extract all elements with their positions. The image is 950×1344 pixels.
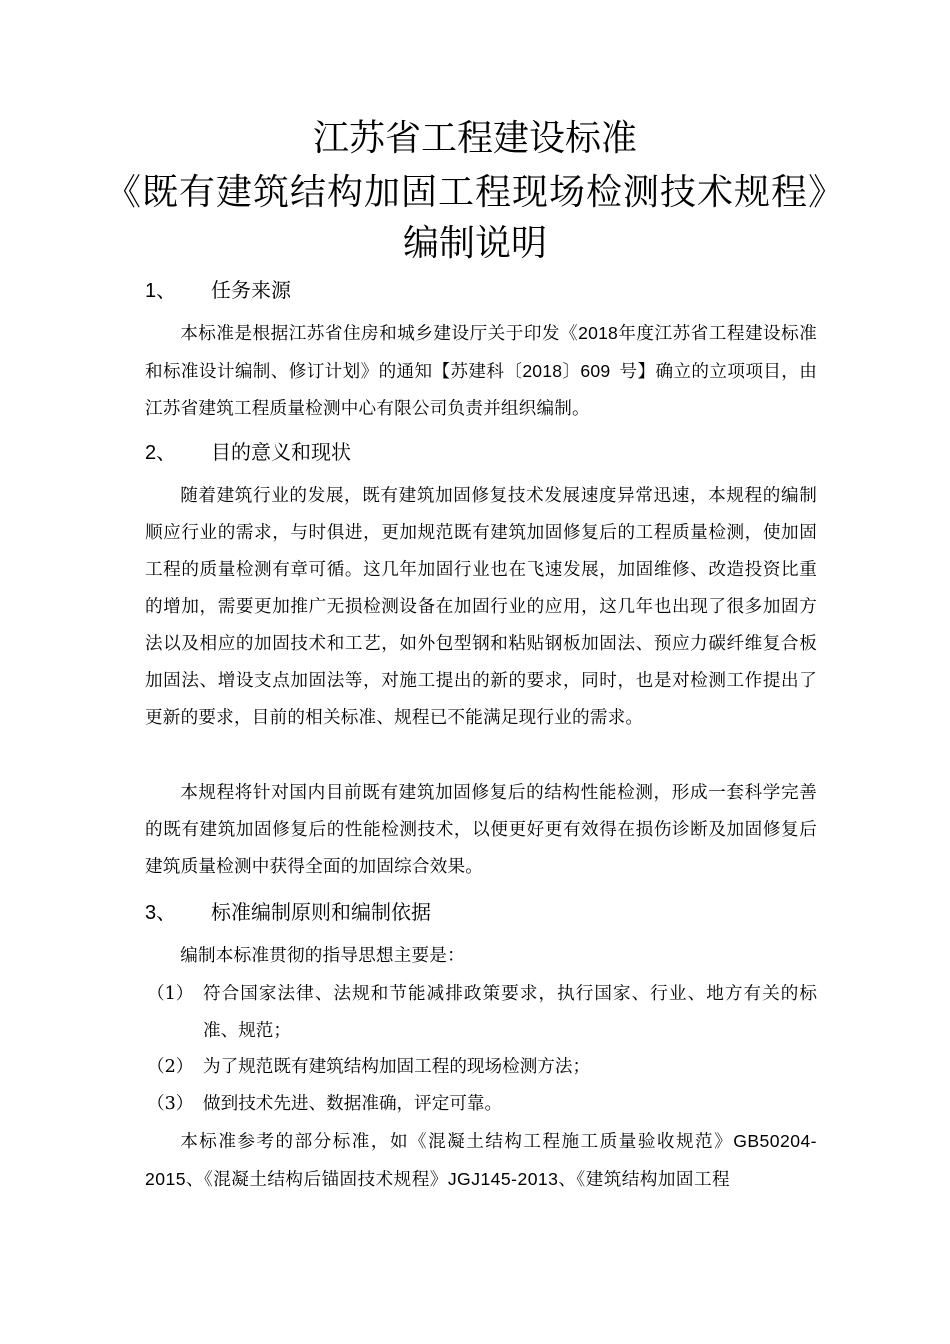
section-2-heading	[145, 438, 351, 467]
section-3-number: 3、	[145, 902, 177, 924]
text-run: 号】确立的立项项目，由江苏省建筑工程质量检测中心有限公司负责并组织编制。	[145, 362, 818, 419]
list-item-text: 为了规范既有建筑结构加固工程的现场检测方法；	[203, 1057, 591, 1077]
text-run: 〕	[562, 362, 581, 382]
section-1-heading	[145, 276, 291, 305]
section-1-title: 任务来源	[211, 278, 291, 302]
title-line-2: 《既有建筑结构加固工程现场检测技术规程》	[104, 172, 845, 213]
section-3-title: 标准编制原则和编制依据	[211, 900, 431, 924]
section-2-title: 目的意义和现状	[211, 440, 351, 464]
title-line-3: 编制说明	[402, 223, 547, 264]
section-2-number: 2、	[145, 442, 177, 464]
section-3-intro: 编制本标准贯彻的指导思想主要是：	[180, 946, 465, 966]
text-run: 、《建筑结构加固工程	[558, 1170, 731, 1190]
list-item	[145, 1086, 817, 1123]
list-item-number: （2）	[147, 1057, 194, 1077]
list-item	[145, 1049, 817, 1086]
document-number: 609	[580, 361, 611, 381]
year-number: 2018	[578, 323, 619, 343]
section-1-paragraph	[145, 315, 817, 428]
section-2-paragraph-1: 随着建筑行业的发展，既有建筑加固修复技术发展速度异常迅速，本规程的编制顺应行业的需求，与时俱进，更加规范既有建筑加固修复后的工程质量检测，使加固工程的质量检测有章可循。这几年加固行业也在飞速发展，加固维修、改造投资比重的增加，需要更加推广无损检测设备在加固行业的应用，这几年也出现了很多加固方法以及相应的加固技术和工艺，如外包型钢和粘贴钢板加固法、预应力碳纤维复合板加固法、增设支点加固法等，对施工提出的新的要求，同时，也是对检测工作提出了更新的要求，目前的相关标准、规程已不能满足现行业的需求。	[145, 486, 817, 728]
text-run: 本标准参考的部分标准，如《混凝土结构工程施工质量验收规范》	[180, 1132, 734, 1152]
title-line-1: 江苏省工程建设标准	[312, 118, 637, 159]
list-item	[145, 976, 817, 1050]
text-run: 本标准是根据江苏省住房和城乡建设厅关于印发《	[180, 324, 579, 344]
text-run: 、《混凝土结构后锚固技术规程》	[185, 1170, 448, 1190]
section-2-paragraph-2: 本规程将针对国内目前既有建筑加固修复后的结构性能检测，形成一套科学完善的既有建筑加固修复后的性能检测技术，以便更好更有效得在损伤诊断及加固修复后建筑质量检测中获得全面的加固综合效果。	[145, 783, 817, 877]
list-item-number: （3）	[147, 1094, 194, 1114]
section-1-number: 1、	[145, 280, 177, 302]
document-year: 2018	[522, 361, 563, 381]
standard-code: GB50204-2015	[145, 1131, 817, 1189]
section-3-heading	[145, 898, 431, 927]
section-3-references	[145, 1123, 817, 1199]
list-item-number: （1）	[147, 984, 194, 1004]
list-item-text: 符合国家法律、法规和节能减排政策要求，执行国家、行业、地方有关的标准、规范；	[203, 984, 817, 1041]
standard-code: JGJ145-2013	[447, 1169, 559, 1189]
list-item-text: 做到技术先进、数据准确，评定可靠。	[203, 1094, 503, 1114]
text-run: 年度江苏省工程建设标准和标准设计编制、修订计划》的通知【苏建科〔	[145, 324, 817, 382]
